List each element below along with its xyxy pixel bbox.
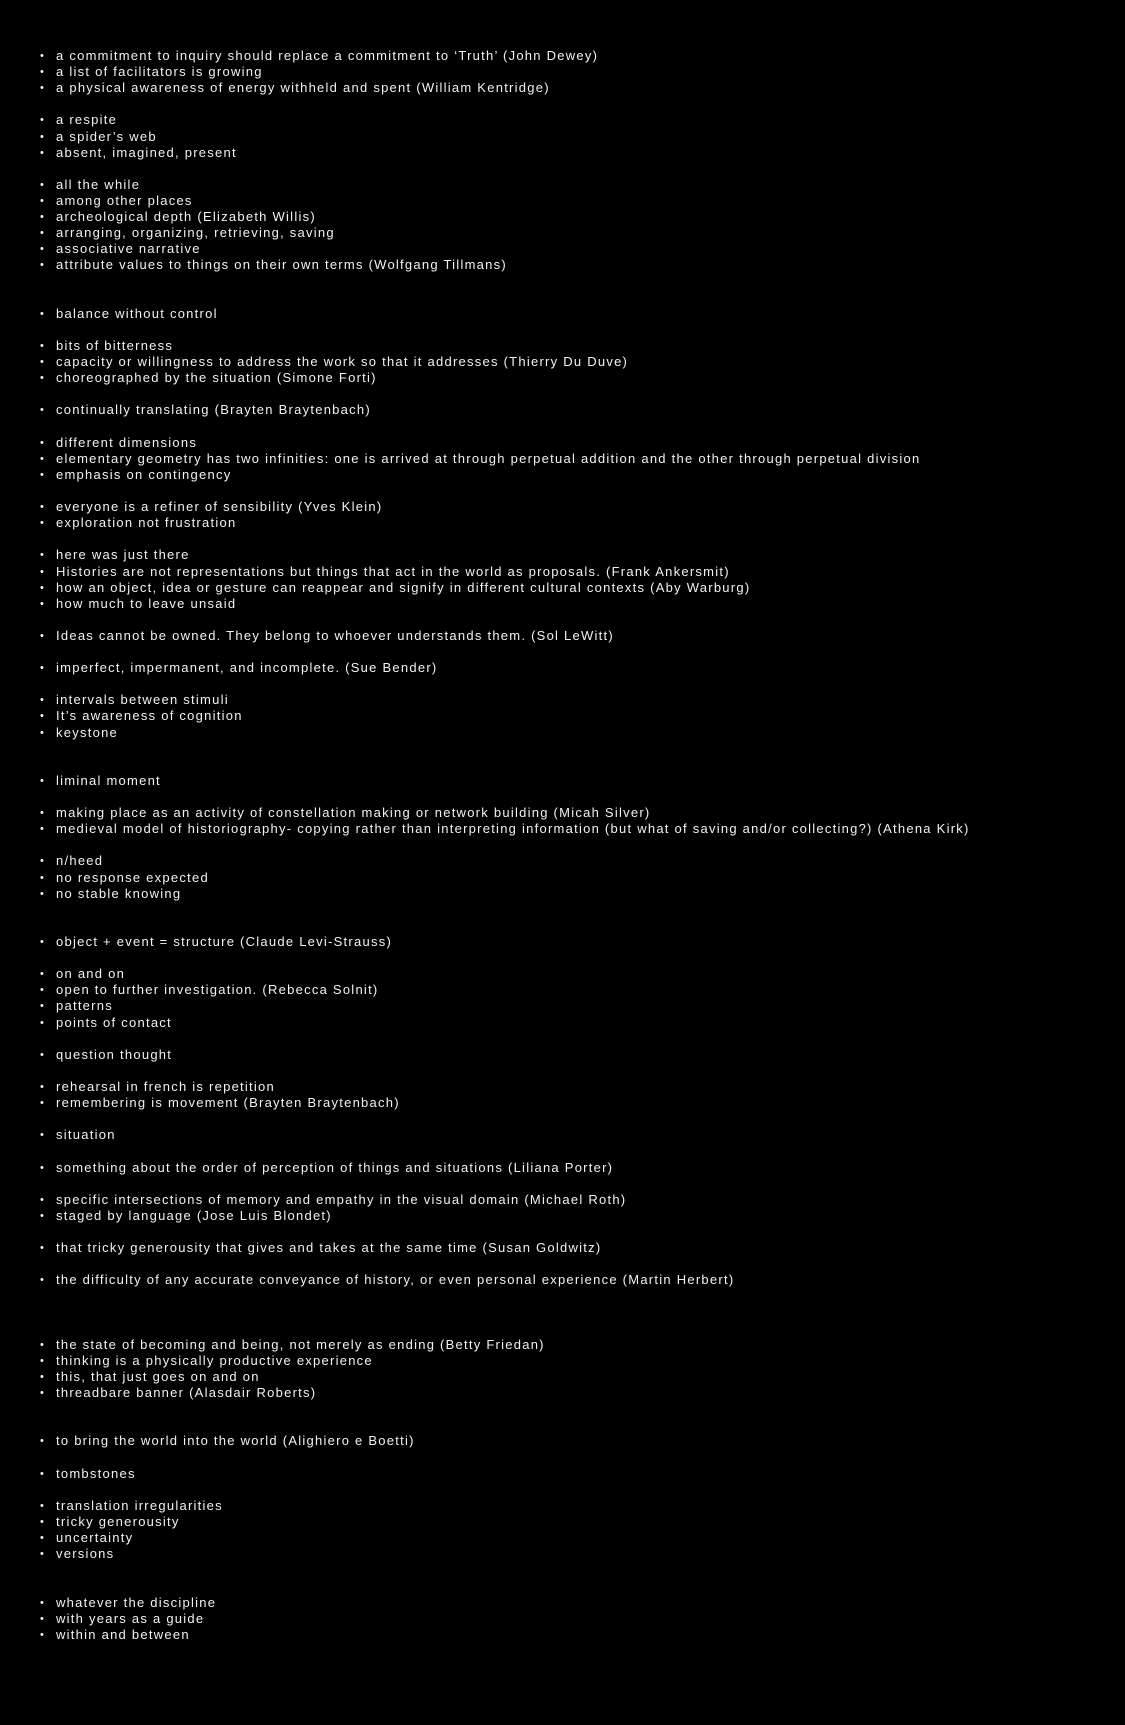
list-spacer <box>40 1321 1110 1337</box>
list-spacer <box>40 918 1110 934</box>
list-item-text: question thought <box>56 1046 173 1062</box>
list-item <box>40 177 1110 193</box>
bullet-icon: • <box>40 436 46 449</box>
bullet-icon: • <box>40 1370 46 1383</box>
list-item <box>40 435 1110 451</box>
bullet-icon: • <box>40 581 46 594</box>
list-spacer <box>40 1401 1110 1417</box>
list-spacer <box>40 483 1110 499</box>
list-item <box>40 241 1110 257</box>
bullet-icon: • <box>40 823 46 836</box>
list-item <box>40 467 1110 483</box>
list-item <box>40 708 1110 724</box>
bullet-icon: • <box>40 1000 46 1013</box>
bullet-icon: • <box>40 887 46 900</box>
list-spacer <box>40 676 1110 692</box>
list-item-text: bits of bitterness <box>56 337 174 353</box>
list-spacer <box>40 1562 1110 1578</box>
list-item-text: liminal moment <box>56 772 161 788</box>
bullet-icon: • <box>40 1161 46 1174</box>
list-item-text: tricky generousity <box>56 1513 180 1529</box>
list-item <box>40 966 1110 982</box>
list-item <box>40 1353 1110 1369</box>
list-item <box>40 402 1110 418</box>
list-spacer <box>40 322 1110 338</box>
list-item-text: no response expected <box>56 869 209 885</box>
bullet-icon: • <box>40 662 46 675</box>
bullet-icon: • <box>40 130 46 143</box>
bullet-icon: • <box>40 259 46 272</box>
list-item <box>40 209 1110 225</box>
list-item <box>40 80 1110 96</box>
bullet-icon: • <box>40 404 46 417</box>
list-item-text: a list of facilitators is growing <box>56 64 263 80</box>
list-item-text: arranging, organizing, retrieving, saving <box>56 225 335 241</box>
bullet-icon: • <box>40 1467 46 1480</box>
list-item <box>40 1095 1110 1111</box>
list-item <box>40 338 1110 354</box>
list-spacer <box>40 644 1110 660</box>
list-item <box>40 1127 1110 1143</box>
bullet-icon: • <box>40 694 46 707</box>
list-item <box>40 1272 1110 1288</box>
list-item <box>40 821 1110 837</box>
list-spacer <box>40 1143 1110 1159</box>
list-item <box>40 306 1110 322</box>
list-item <box>40 547 1110 563</box>
bullet-icon: • <box>40 372 46 385</box>
list-item-text: with years as a guide <box>56 1610 205 1626</box>
list-item-text: elementary geometry has two infinities: one is arrived at through perpetual addition and the other through perpetual division <box>56 450 921 466</box>
bullet-icon: • <box>40 807 46 820</box>
list-item <box>40 934 1110 950</box>
list-item-text: It’s awareness of cognition <box>56 708 243 724</box>
list-spacer <box>40 789 1110 805</box>
list-spacer <box>40 96 1110 112</box>
list-item-text: capacity or willingness to address the work so that it addresses (Thierry Du Duve) <box>56 354 629 370</box>
list-spacer <box>40 161 1110 177</box>
bullet-icon: • <box>40 629 46 642</box>
bullet-icon: • <box>40 1628 46 1641</box>
list-item <box>40 773 1110 789</box>
list-item <box>40 1337 1110 1353</box>
list-item-text: Histories are not representations but things that act in the world as proposals. (Frank Ankersmit) <box>56 563 730 579</box>
bullet-icon: • <box>40 968 46 981</box>
list-item-text: attribute values to things on their own terms (Wolfgang Tillmans) <box>56 257 507 273</box>
list-item-text: a commitment to inquiry should replace a commitment to ‘Truth’ (John Dewey) <box>56 48 599 63</box>
list-item <box>40 725 1110 741</box>
bullet-icon: • <box>40 339 46 352</box>
list-item <box>40 1079 1110 1095</box>
bullet-icon: • <box>40 194 46 207</box>
list-item <box>40 853 1110 869</box>
list-spacer <box>40 950 1110 966</box>
list-spacer <box>40 1417 1110 1433</box>
list-item <box>40 982 1110 998</box>
list-item-text: a respite <box>56 112 118 128</box>
list-item-text: versions <box>56 1546 115 1562</box>
list-spacer <box>40 1031 1110 1047</box>
bullet-icon: • <box>40 1435 46 1448</box>
bullet-icon: • <box>40 356 46 369</box>
list-item <box>40 354 1110 370</box>
bullet-icon: • <box>40 178 46 191</box>
list-item-text: emphasis on contingency <box>56 466 232 482</box>
list-spacer <box>40 837 1110 853</box>
list-item <box>40 112 1110 128</box>
list-item <box>40 193 1110 209</box>
bullet-icon: • <box>40 452 46 465</box>
bullet-icon: • <box>40 936 46 949</box>
bullet-icon: • <box>40 710 46 723</box>
list-item-text: different dimensions <box>56 434 198 450</box>
bullet-icon: • <box>40 565 46 578</box>
list-item-text: threadbare banner (Alasdair Roberts) <box>56 1385 317 1401</box>
list-item <box>40 564 1110 580</box>
list-item-text: rehearsal in french is repetition <box>56 1079 276 1094</box>
bullet-icon: • <box>40 114 46 127</box>
list-item-text: Ideas cannot be owned. They belong to whoever understands them. (Sol LeWitt) <box>56 627 614 643</box>
list-item <box>40 998 1110 1014</box>
list-spacer <box>40 531 1110 547</box>
list-item-text: whatever the discipline <box>56 1594 217 1610</box>
list-spacer <box>40 902 1110 918</box>
bullet-icon: • <box>40 774 46 787</box>
list-item <box>40 64 1110 80</box>
list-item-text: translation irregularities <box>56 1497 223 1513</box>
list-item-text: thinking is a physically productive experience <box>56 1352 373 1368</box>
list-item-text: associative narrative <box>56 241 201 257</box>
list-item-text: on and on <box>56 966 126 982</box>
list-item-text: imperfect, impermanent, and incomplete. (Sue Bender) <box>56 660 438 676</box>
list-item <box>40 1530 1110 1546</box>
list-item-text: patterns <box>56 998 113 1014</box>
list-item <box>40 1160 1110 1176</box>
list-item <box>40 1546 1110 1562</box>
list-item-text: open to further investigation. (Rebecca Solnit) <box>56 982 379 998</box>
list-item <box>40 370 1110 386</box>
bullet-icon: • <box>40 1129 46 1142</box>
bullet-icon: • <box>40 1209 46 1222</box>
bullet-icon: • <box>40 726 46 739</box>
list-item-text: to bring the world into the world (Alighiero e Boetti) <box>56 1433 415 1449</box>
list-item <box>40 580 1110 596</box>
bullet-icon: • <box>40 1515 46 1528</box>
list-item-text: uncertainty <box>56 1530 134 1546</box>
list-item-text: making place as an activity of constellation making or network building (Micah Silver) <box>56 805 651 821</box>
list-item-text: archeological depth (Elizabeth Willis) <box>56 209 316 225</box>
list-item <box>40 692 1110 708</box>
list-item <box>40 451 1110 467</box>
bullet-icon: • <box>40 1387 46 1400</box>
bullet-icon: • <box>40 82 46 95</box>
list-item-text: choreographed by the situation (Simone Forti) <box>56 370 377 386</box>
bullet-icon: • <box>40 1532 46 1545</box>
list-item-text: that tricky generousity that gives and takes at the same time (Susan Goldwitz) <box>56 1240 602 1256</box>
list-item-text: absent, imagined, present <box>56 144 237 160</box>
list-item <box>40 257 1110 273</box>
list-item-text: everyone is a refiner of sensibility (Yves Klein) <box>56 499 383 515</box>
bullet-icon: • <box>40 1081 46 1093</box>
list-item-text: the state of becoming and being, not merely as ending (Betty Friedan) <box>56 1336 545 1352</box>
list-item-text: how an object, idea or gesture can reappear and signify in different cultural contexts (Aby Warburg) <box>56 579 751 595</box>
list-item-text: how much to leave unsaid <box>56 595 237 611</box>
bullet-icon: • <box>40 468 46 481</box>
list-spacer <box>40 741 1110 757</box>
list-item <box>40 1611 1110 1627</box>
list-item <box>40 628 1110 644</box>
list-item <box>40 1595 1110 1611</box>
list-item <box>40 805 1110 821</box>
list-item <box>40 1015 1110 1031</box>
bullet-icon: • <box>40 1016 46 1029</box>
bullet-icon: • <box>40 501 46 514</box>
list-item-text: balance without control <box>56 305 218 321</box>
bullet-icon: • <box>40 549 46 562</box>
list-item-text: continually translating (Brayten Braytenbach) <box>56 402 371 418</box>
list-spacer <box>40 1256 1110 1272</box>
list-item-text: within and between <box>56 1626 190 1642</box>
bullet-icon: • <box>40 146 46 159</box>
bullet-icon: • <box>40 307 46 320</box>
list-item <box>40 1208 1110 1224</box>
list-spacer <box>40 290 1110 306</box>
list-item-text: object + event = structure (Claude Levi-Strauss) <box>56 934 393 950</box>
bullet-icon: • <box>40 227 46 240</box>
list-spacer <box>40 1578 1110 1594</box>
list-spacer <box>40 1450 1110 1466</box>
list-spacer <box>40 1176 1110 1192</box>
list-item-text: all the while <box>56 176 141 192</box>
list-item-text: no stable knowing <box>56 885 182 901</box>
list-item <box>40 1433 1110 1449</box>
list-item-text: specific intersections of memory and empathy in the visual domain (Michael Roth) <box>56 1191 627 1207</box>
bullet-icon: • <box>40 1338 46 1351</box>
bullet-icon: • <box>40 984 46 997</box>
list-item <box>40 596 1110 612</box>
list-item <box>40 1466 1110 1482</box>
bullet-icon: • <box>40 1548 46 1561</box>
list-item <box>40 870 1110 886</box>
list-spacer <box>40 1288 1110 1304</box>
list-item-text: the difficulty of any accurate conveyance of history, or even personal experience (Martin Herbert) <box>56 1272 735 1288</box>
bullet-icon: • <box>40 1097 46 1110</box>
list-item-text: here was just there <box>56 547 190 563</box>
bullet-icon: • <box>40 597 46 610</box>
list-item-text: n/heed <box>56 853 104 869</box>
list-item-text: medieval model of historiography- copying rather than interpreting information (but what of saving and/or collecting?) (Athena Kirk) <box>56 821 970 837</box>
list-spacer <box>40 1063 1110 1079</box>
list-spacer <box>40 386 1110 402</box>
list-item <box>40 1240 1110 1256</box>
bullet-icon: • <box>40 1499 46 1512</box>
list-item <box>40 1369 1110 1385</box>
list-item-text: a spider’s web <box>56 128 157 144</box>
list-item-text: this, that just goes on and on <box>56 1368 260 1384</box>
list-item-text: exploration not frustration <box>56 515 237 531</box>
list-spacer <box>40 1305 1110 1321</box>
bullet-icon: • <box>40 50 46 62</box>
list-item-text: points of contact <box>56 1014 172 1030</box>
list-spacer <box>40 612 1110 628</box>
bullet-icon: • <box>40 1193 46 1206</box>
bullet-icon: • <box>40 1596 46 1609</box>
list-item <box>40 48 1110 64</box>
bullet-icon: • <box>40 1242 46 1255</box>
list-item <box>40 1192 1110 1208</box>
list-spacer <box>40 1482 1110 1498</box>
list-item <box>40 660 1110 676</box>
list-item-text: staged by language (Jose Luis Blondet) <box>56 1207 332 1223</box>
list-item-text: intervals between stimuli <box>56 692 229 708</box>
list-spacer <box>40 1224 1110 1240</box>
bullet-icon: • <box>40 1048 46 1061</box>
bullet-icon: • <box>40 1354 46 1367</box>
list-item <box>40 1514 1110 1530</box>
list-item-text: something about the order of perception of things and situations (Liliana Porter) <box>56 1159 614 1175</box>
list-spacer <box>40 757 1110 773</box>
list-spacer <box>40 419 1110 435</box>
list-item-text: situation <box>56 1127 116 1143</box>
list-item-text: among other places <box>56 192 193 208</box>
list-spacer <box>40 274 1110 290</box>
list-item-text: a physical awareness of energy withheld and spent (William Kentridge) <box>56 80 550 96</box>
bullet-icon: • <box>40 517 46 530</box>
bullet-icon: • <box>40 211 46 224</box>
list-item <box>40 1047 1110 1063</box>
bullet-icon: • <box>40 243 46 256</box>
bullet-icon: • <box>40 66 46 79</box>
bullet-icon: • <box>40 871 46 884</box>
bullet-icon: • <box>40 1612 46 1625</box>
bullet-icon: • <box>40 1274 46 1287</box>
list-item <box>40 886 1110 902</box>
list-item-text: remembering is movement (Brayten Braytenbach) <box>56 1095 400 1111</box>
list-item-text: keystone <box>56 724 119 740</box>
list-item <box>40 129 1110 145</box>
list-item <box>40 1385 1110 1401</box>
bullet-icon: • <box>40 855 46 868</box>
term-list <box>40 48 1110 1643</box>
list-item <box>40 499 1110 515</box>
list-item-text: tombstones <box>56 1465 136 1481</box>
list-item <box>40 515 1110 531</box>
list-item <box>40 1627 1110 1643</box>
list-item <box>40 145 1110 161</box>
list-item <box>40 1498 1110 1514</box>
list-spacer <box>40 1111 1110 1127</box>
list-item <box>40 225 1110 241</box>
